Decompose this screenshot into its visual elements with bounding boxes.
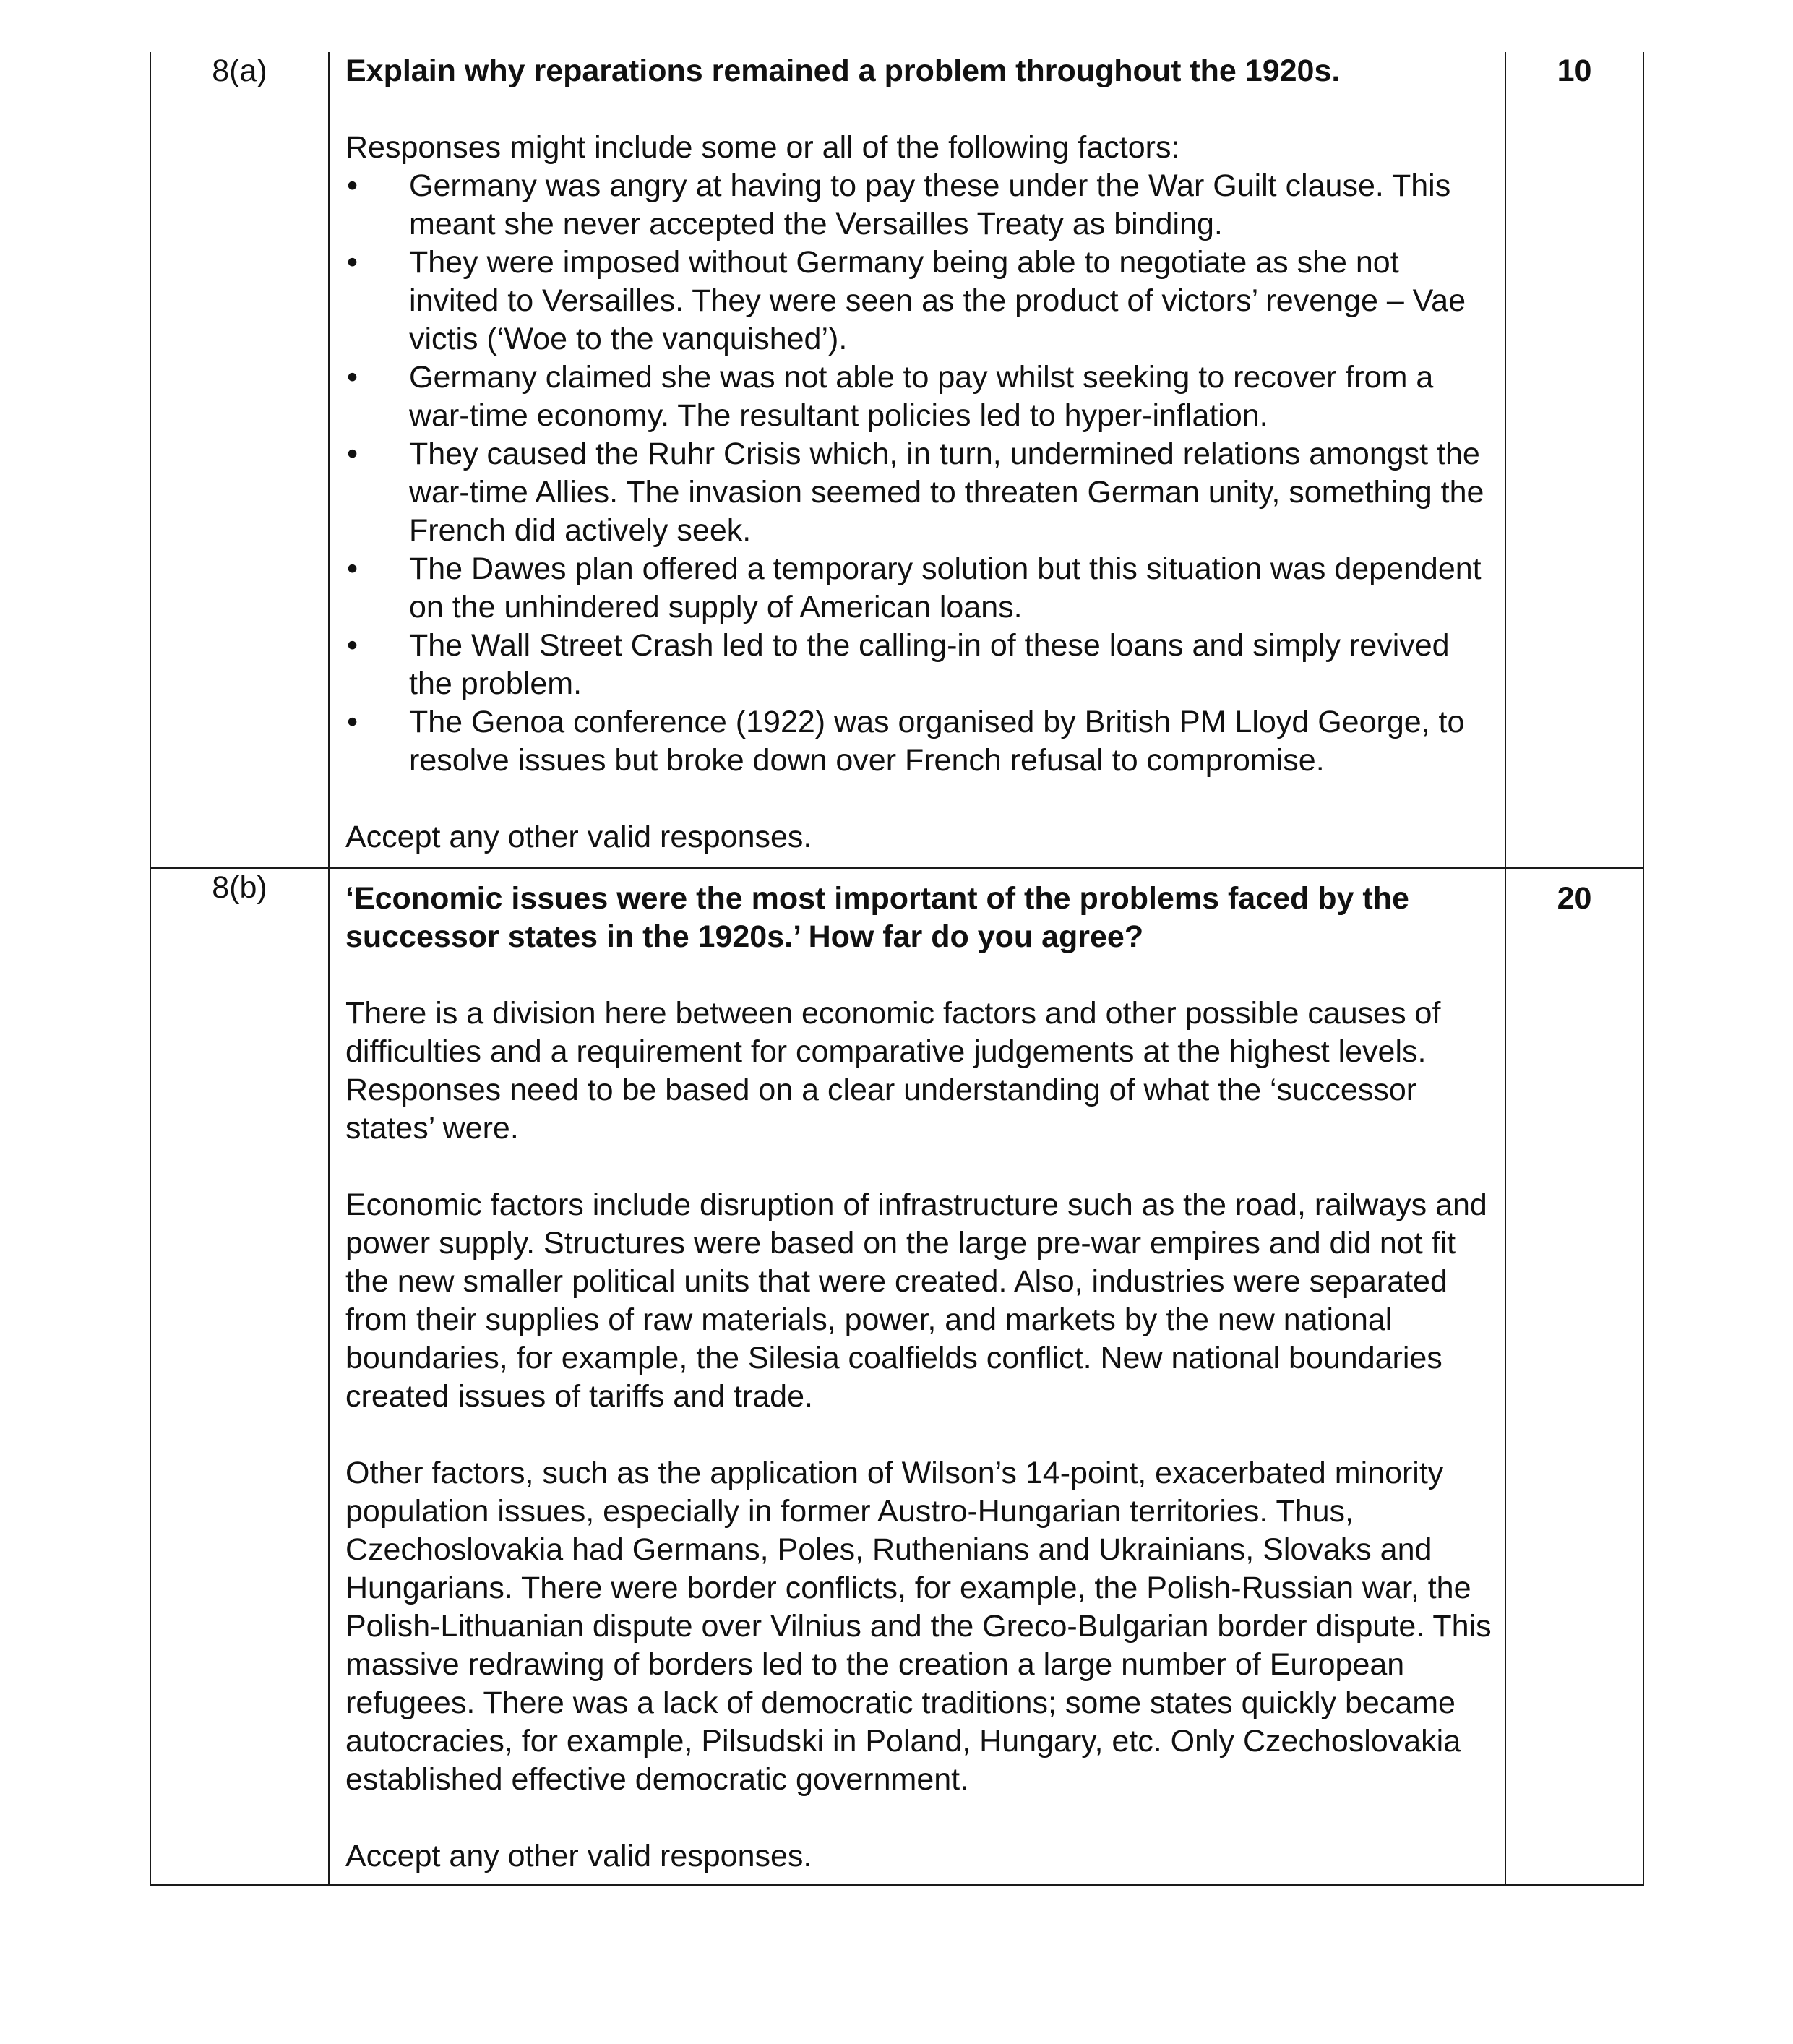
question-number: 8(a) xyxy=(150,52,329,868)
accept-note: Accept any other valid responses. xyxy=(345,1839,812,1873)
list-item: • They were imposed without Germany being able to negotiate as she not invited to Versailles. They were seen as the product of victors’ revenge – Vae victis (‘Woe to the vanquished’). xyxy=(347,245,1466,356)
list-item: • They caused the Ruhr Crisis which, in turn, undermined relations amongst the war-time Allies. The invasion seemed to threaten German unity, something the French did actively seek. xyxy=(347,437,1484,548)
bullet-icon: • xyxy=(347,437,358,471)
mark-scheme-table xyxy=(150,52,1644,1886)
bullet-icon: • xyxy=(347,705,358,739)
list-item: • The Dawes plan offered a temporary solution but this situation was dependent on the unhindered supply of American loans. xyxy=(347,551,1482,624)
list-item: • The Wall Street Crash led to the calling-in of these loans and simply revived the problem. xyxy=(347,628,1450,701)
marks-value: 20 xyxy=(1505,868,1643,1885)
answer-paragraph: Economic factors include disruption of infrastructure such as the road, railways and power supply. Structures were based on the large pre-war empires and did not fit the new smaller political units that were created. Also, industries were separated from their supplies of raw materials, power, and markets by the new national boundaries, for example, the Silesia coalfields conflict. New national boundaries created issues of tariffs and trade. xyxy=(345,1188,1487,1414)
answer-paragraph: Other factors, such as the application of Wilson’s 14-point, exacerbated minority population issues, especially in former Austro-Hungarian territories. Thus, Czechoslovakia had Germans, Poles, Ruthenians and Ukrainians, Slovaks and Hungarians. There were border conflicts, for example, the Polish-Russian war, the Polish-Lithuanian dispute over Vilnius and the Greco-Bulgarian border dispute. This massive redrawing of borders led to the creation a large number of European refugees. There was a lack of democratic traditions; some states quickly became autocracies, for example, Pilsudski in Poland, Hungary, etc. Only Czechoslovakia established effective democratic government. xyxy=(345,1456,1492,1797)
list-item: • The Genoa conference (1922) was organised by British PM Lloyd George, to resolve issues but broke down over French refusal to compromise. xyxy=(347,705,1465,778)
bullet-icon: • xyxy=(347,628,358,663)
answer-paragraph: There is a division here between economic factors and other possible causes of difficulties and a requirement for comparative judgements at the highest levels. Responses need to be based on a clear understanding of what the ‘successor states’ were. xyxy=(345,996,1441,1146)
list-item: • Germany was angry at having to pay these under the War Guilt clause. This meant she never accepted the Versailles Treaty as binding. xyxy=(347,168,1451,241)
question-row-8b xyxy=(150,868,1643,1885)
question-number: 8(b) xyxy=(150,868,329,1885)
intro-text: Responses might include some or all of the following factors: xyxy=(345,130,1180,165)
bullet-icon: • xyxy=(347,168,358,203)
answer-cell xyxy=(329,868,1505,1885)
list-item: • Germany claimed she was not able to pay whilst seeking to recover from a war-time economy. The resultant policies led to hyper-inflation. xyxy=(347,360,1434,433)
bullet-icon: • xyxy=(347,551,358,586)
question-text: ‘Economic issues were the most important of the problems faced by the successor states in the 1920s.’ How far do you agree? xyxy=(345,881,1409,954)
factor-list xyxy=(345,167,1492,780)
bullet-icon: • xyxy=(347,245,358,280)
accept-note: Accept any other valid responses. xyxy=(345,820,812,854)
question-text: Explain why reparations remained a problem throughout the 1920s. xyxy=(345,53,1341,88)
question-row-8a xyxy=(150,52,1643,868)
bullet-icon: • xyxy=(347,360,358,395)
answer-cell xyxy=(329,52,1505,868)
marks-value: 10 xyxy=(1505,52,1643,868)
